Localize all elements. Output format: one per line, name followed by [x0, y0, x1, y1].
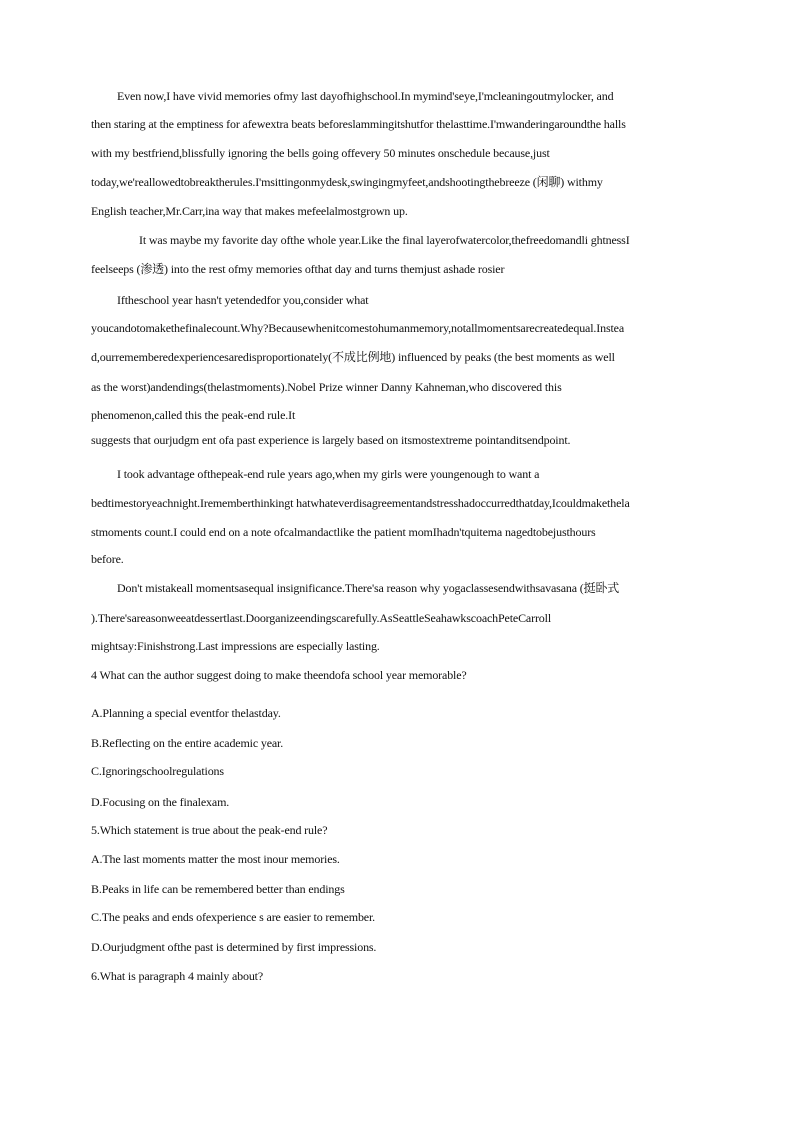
text-line: before. — [91, 552, 124, 566]
answer-option-d: D.Ourjudgment ofthe past is determined by first impressions. — [91, 940, 377, 954]
answer-option-c: C.Ignoringschoolregulations — [91, 764, 224, 778]
text-line: bedtimestoryeachnight.Irememberthinkingt hatwhateverdisagreementandstresshadoccurredthatday,Icouldmakethela — [91, 496, 630, 510]
text-line: Iftheschool year hasn't yetendedfor you,consider what — [117, 293, 369, 307]
text-line: Don't mistakeall momentsasequal insignificance.There'sa reason why yogaclassesendwithsavasana (挺卧式 — [117, 581, 620, 595]
text-line: I took advantage ofthepeak-end rule years ago,when my girls were youngenough to want a — [117, 467, 540, 481]
text-line: with my bestfriend,blissfully ignoring the bells going offevery 50 minutes onschedule because,just — [91, 146, 550, 160]
text-line: Even now,I have vivid memories ofmy last dayofhighschool.In mymind'seye,I'mcleaningoutmylocker, and — [117, 89, 614, 103]
text-line: then staring at the emptiness for afewextra beats beforeslammingitshutfor thelasttime.I'mwanderingaroundthe halls — [91, 117, 626, 131]
text-line: as the worst)andendings(thelastmoments).Nobel Prize winner Danny Kahneman,who discovered this — [91, 380, 562, 394]
answer-option-b: B.Peaks in life can be remembered better than endings — [91, 882, 345, 896]
text-line: phenomenon,called this the peak-end rule.It — [91, 408, 296, 422]
text-line: youcandotomakethefinalecount.Why?Becausewhenitcomestohumanmemory,notallmomentsarecreatedequal.Instea — [91, 321, 625, 335]
text-line: suggests that ourjudgm ent ofa past experience is largely based on itsmostextreme pointanditsendpoint. — [91, 433, 571, 447]
answer-option-b: B.Reflecting on the entire academic year. — [91, 736, 284, 750]
answer-option-c: C.The peaks and ends ofexperience s are easier to remember. — [91, 910, 376, 924]
text-line: feelseeps (渗透) into the rest ofmy memories ofthat day and turns themjust ashade rosier — [91, 262, 505, 276]
answer-option-d: D.Focusing on the finalexam. — [91, 795, 230, 809]
text-line: d,ourrememberedexperiencesaredisproportionately(不成比例地) influenced by peaks (the best moments as well — [91, 350, 615, 364]
question-stem: 6.What is paragraph 4 mainly about? — [91, 969, 264, 983]
text-line: It was maybe my favorite day ofthe whole year.Like the final layerofwatercolor,thefreedomandli ghtnessI — [139, 233, 630, 247]
text-line: today,we'reallowedtobreaktherules.I'msittingonmydesk,swingingmyfeet,andshootingthebreeze (闲聊) withmy — [91, 175, 603, 189]
text-line: English teacher,Mr.Carr,ina way that makes mefeelalmostgrown up. — [91, 204, 408, 218]
answer-option-a: A.The last moments matter the most inour memories. — [91, 852, 340, 866]
answer-option-a: A.Planning a special eventfor thelastday. — [91, 706, 281, 720]
text-line: mightsay:Finishstrong.Last impressions are especially lasting. — [91, 639, 380, 653]
question-stem: 5.Which statement is true about the peak-end rule? — [91, 823, 328, 837]
text-line: ).There'sareasonweeatdessertlast.Doorganizeendingscarefully.AsSeattleSeahawkscoachPeteCarroll — [91, 611, 552, 625]
text-line: stmoments count.I could end on a note ofcalmandactlike the patient momIhadn'tquitema nagedtobejusthours — [91, 525, 596, 539]
question-stem: 4 What can the author suggest doing to make theendofa school year memorable? — [91, 668, 467, 682]
